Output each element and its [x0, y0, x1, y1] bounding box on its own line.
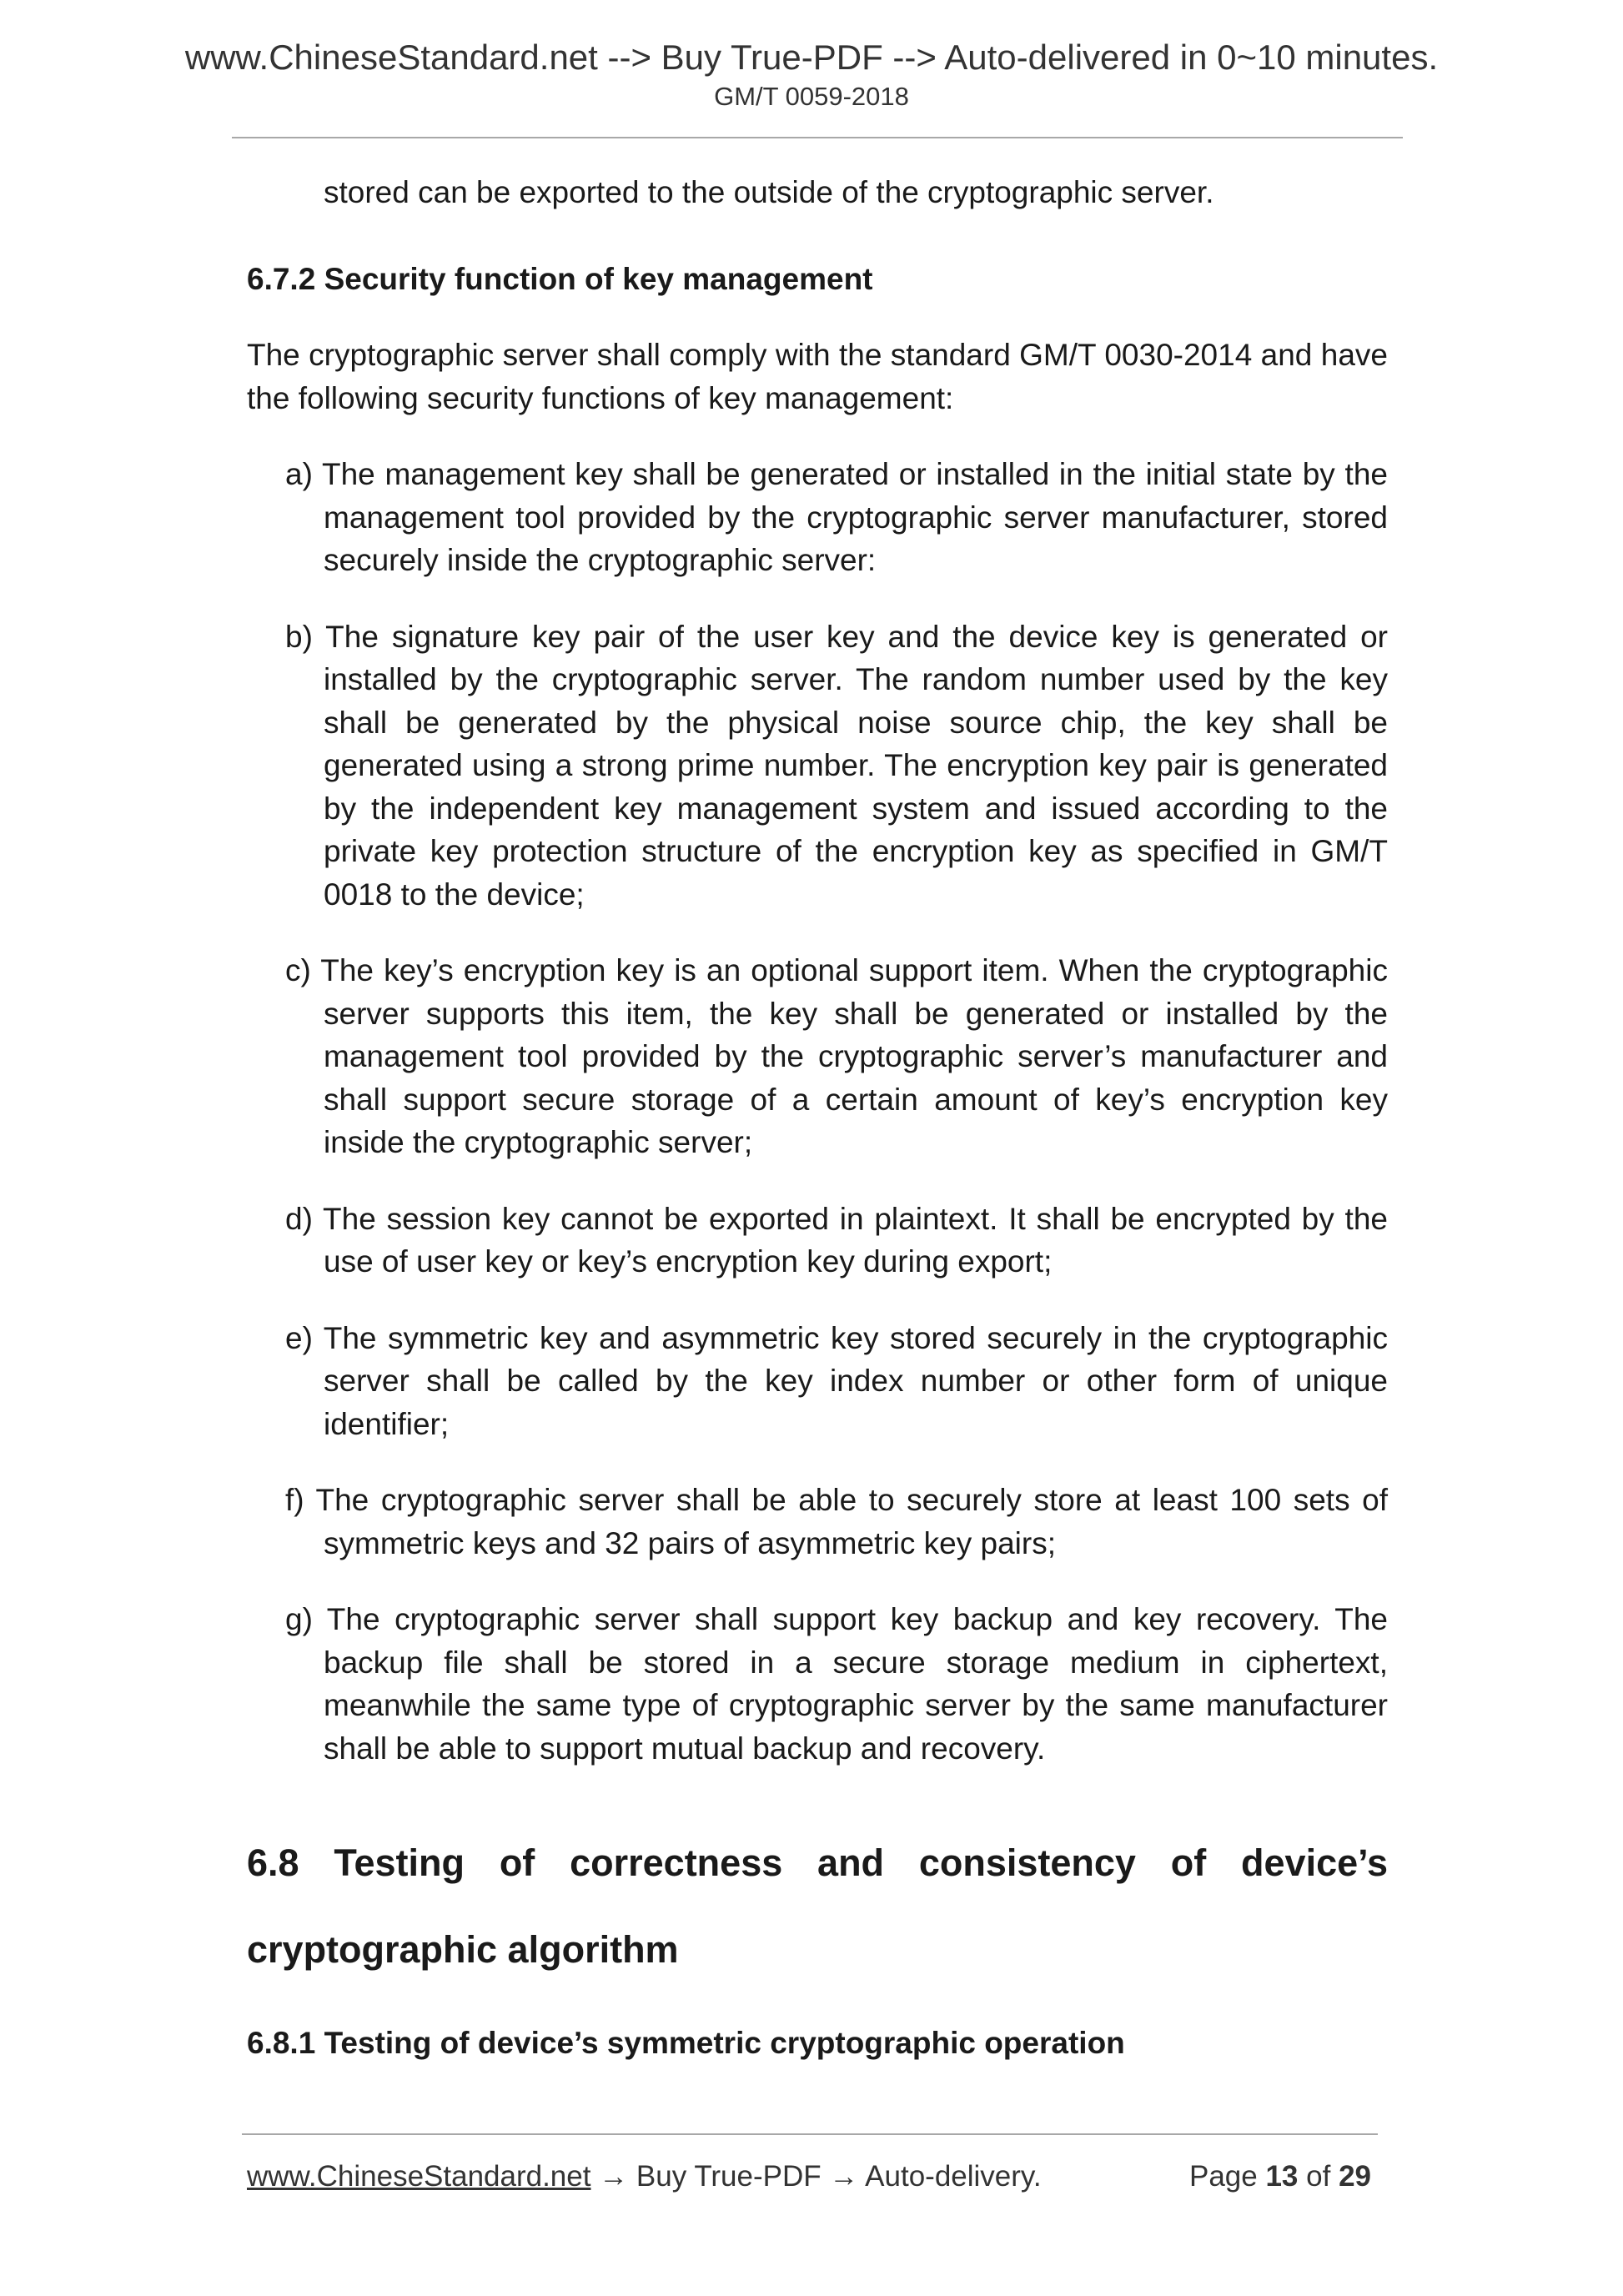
page-word: Page	[1188, 2160, 1258, 2193]
list-marker: f)	[285, 1483, 304, 1517]
page-number: 13	[1265, 2160, 1299, 2193]
list-item-e	[247, 1317, 1388, 1446]
list-item-a	[247, 453, 1388, 582]
header-divider	[232, 137, 1403, 138]
list-item-c	[247, 949, 1388, 1164]
list-item-d	[247, 1198, 1388, 1284]
page-footer	[247, 2160, 1378, 2193]
list-marker: e)	[285, 1320, 313, 1355]
list-item-f	[247, 1479, 1388, 1565]
list-item-text: The symmetric key and asymmetric key stored securely in the cryptographic server shall be called by the key index number or other form of unique identifier;	[323, 1320, 1388, 1441]
section-6-7-2-heading: 6.7.2 Security function of key management	[247, 261, 873, 296]
footer-divider	[242, 2133, 1378, 2135]
list-item-text: The signature key pair of the user key and the device key is generated or installed by the cryptographic server. The random number used by the key shall be generated by the physical noise source chip, the key shall be generated using a strong prime number. The encryption key pair is generated by the independent key management system and issued according to the private key protection structure of the encryption key as specified in GM/T 0018 to the device;	[324, 619, 1388, 912]
list-marker: a)	[285, 457, 313, 491]
list-item-b	[247, 615, 1388, 917]
footer-tagline: → Buy True-PDF → Auto-delivery.	[590, 2160, 1042, 2193]
list-item-g	[247, 1598, 1388, 1770]
section-6-8-heading: 6.8 Testing of correctness and consistency of device’s cryptographic algorithm	[247, 1841, 1388, 1971]
list-marker: b)	[285, 619, 313, 654]
list-marker: d)	[285, 1201, 313, 1236]
standard-code: GM/T 0059-2018	[714, 82, 909, 111]
of-word: of	[1306, 2160, 1331, 2193]
continuation-text: stored can be exported to the outside of the cryptographic server.	[324, 175, 1214, 209]
section-6-8-1-heading: 6.8.1 Testing of device’s symmetric cryptographic operation	[247, 2026, 1125, 2060]
site-banner: www.ChineseStandard.net --> Buy True-PDF --> Auto-delivered in 0~10 minutes.	[184, 38, 1439, 77]
section-6-7-2-intro: The cryptographic server shall comply with the standard GM/T 0030-2014 and have the following security functions of key management:	[247, 338, 1388, 415]
footer-site-link[interactable]: www.ChineseStandard.net	[247, 2160, 591, 2193]
list-item-text: The session key cannot be exported in plaintext. It shall be encrypted by the use of user key or key’s encryption key during export;	[323, 1201, 1388, 1279]
list-item-text: The cryptographic server shall support key backup and key recovery. The backup file shall be stored in a secure storage medium in ciphertext, meanwhile the same type of cryptographic server by the same manufacturer shall be able to support mutual backup and recovery.	[324, 1602, 1388, 1766]
page-indicator	[1189, 2160, 1371, 2193]
list-marker: g)	[285, 1602, 313, 1636]
list-marker: c)	[285, 953, 311, 987]
list-item-text: The key’s encryption key is an optional support item. When the cryptographic server supports this item, the key shall be generated or installed by the management tool provided by the cryptographic server’s manufacturer and shall support secure storage of a certain amount of key’s encryption key inside the cryptographic server;	[320, 953, 1388, 1159]
list-item-text: The cryptographic server shall be able to securely store at least 100 sets of symmetric keys and 32 pairs of asymmetric key pairs;	[315, 1483, 1388, 1560]
document-body	[247, 171, 1388, 2065]
list-item-text: The management key shall be generated or installed in the initial state by the management tool provided by the cryptographic server manufacturer, stored securely inside the cryptographic server:	[322, 457, 1388, 577]
page-total: 29	[1339, 2160, 1371, 2193]
